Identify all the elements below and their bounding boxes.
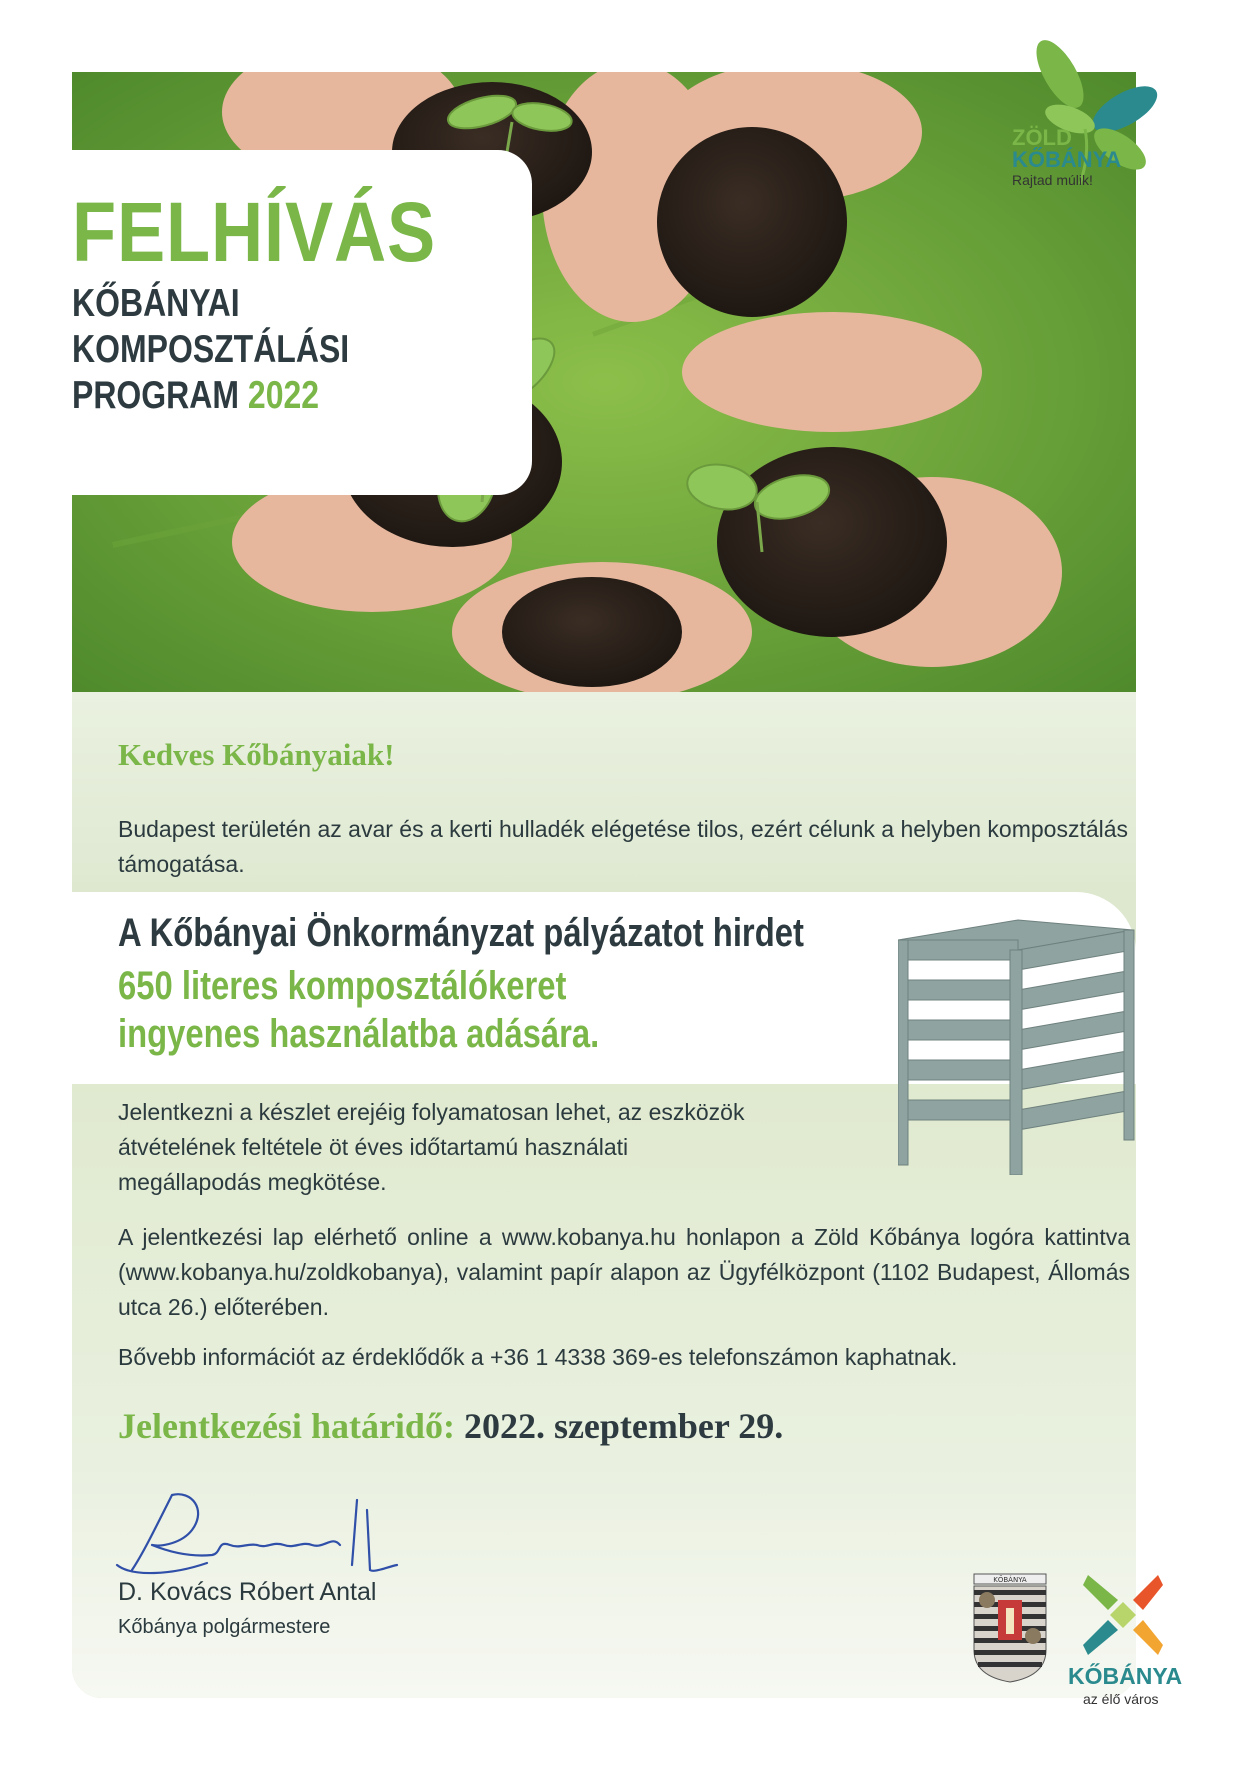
zold-logo-text-kobanya: KŐBÁNYA [1012, 147, 1122, 172]
contact-paragraph: Bővebb információt az érdeklődők a +36 1 4338 369-es telefonszámon kaphatnak. [118, 1344, 958, 1370]
announcement-line-2: 650 literes komposztálókeret [118, 964, 567, 1008]
signer-name: D. Kovács Róbert Antal [118, 1578, 377, 1606]
kobanya-city-logo-icon [1078, 1570, 1168, 1660]
deadline [118, 1405, 783, 1447]
page-title: FELHÍVÁS [72, 185, 437, 279]
composter-frame-image [898, 900, 1143, 1175]
announcement-line-3: ingyenes használatba adására. [118, 1012, 600, 1056]
zold-logo-tagline: Rajtad múlik! [1012, 172, 1093, 188]
kobanya-logo-name: KŐBÁNYA [1068, 1663, 1183, 1689]
kobanya-logo-tagline: az élő város [1083, 1691, 1159, 1707]
conditions-paragraph: Jelentkezni a készlet erejéig folyamatosan lehet, az eszközök átvételének feltétele öt éves időtartamú használati megállapodás megkötése. [118, 1099, 745, 1195]
deadline-label: Jelentkezési határidő: [118, 1406, 455, 1446]
deadline-date: 2022. szeptember 29. [463, 1406, 784, 1446]
crest-text: KŐBÁNYA [993, 1576, 1027, 1584]
application-paragraph: A jelentkezési lap elérhető online a www.kobanya.hu honlapon a Zöld Kőbánya logóra kattintva (www.kobanya.hu/zoldkobanya), valamint papír alapon az Ügyfélközpont (1102 Budapest, Állomás utca 26.) előterében. [118, 1224, 1130, 1320]
signature-image [112, 1475, 402, 1585]
greeting: Kedves Kőbányaiak! [118, 737, 395, 772]
subtitle-program: PROGRAM [72, 374, 240, 417]
subtitle-year: 2022 [247, 374, 320, 417]
signer-title: Kőbánya polgármestere [118, 1616, 331, 1638]
zold-logo-text-zold: ZÖLD [1012, 125, 1072, 150]
announcement-line-1: A Kőbányai Önkormányzat pályázatot hirdet [118, 911, 804, 955]
subtitle-line-1: KŐBÁNYAI [72, 282, 240, 325]
intro-paragraph: Budapest területén az avar és a kerti hulladék elégetése tilos, ezért célunk a helyben komposztálás támogatása. [118, 816, 1129, 877]
subtitle-line-2: KOMPOSZTÁLÁSI [72, 328, 350, 371]
kobanya-coat-of-arms-icon [970, 1570, 1050, 1684]
subtitle-line-3 [72, 376, 319, 415]
